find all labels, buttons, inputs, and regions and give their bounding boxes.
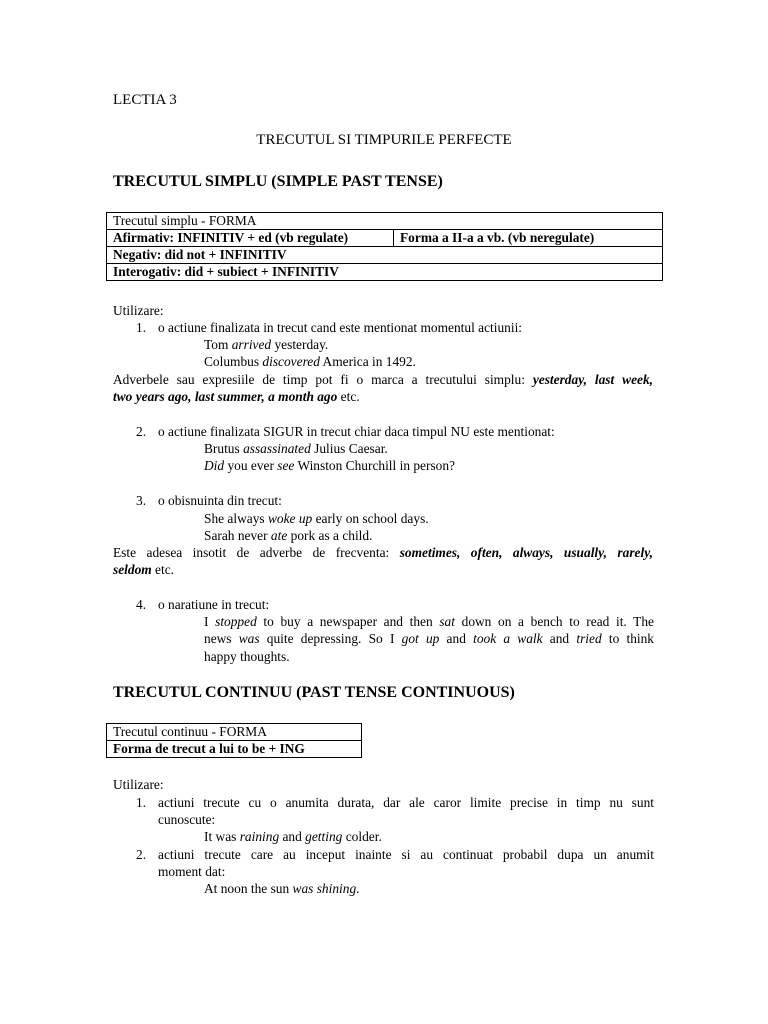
list-number: 1. <box>136 795 147 810</box>
section-heading-simple-past: TRECUTUL SIMPLU (SIMPLE PAST TENSE) <box>113 173 443 190</box>
list-item-text: o actiune finalizata SIGUR in trecut chiar daca timpul NU este mentionat: <box>158 424 555 439</box>
table-caption: Trecutul simplu - FORMA <box>107 213 663 230</box>
example-sentence: Did you ever see Winston Churchill in person? <box>204 458 456 473</box>
list-item-text: o naratiune in trecut: <box>158 597 270 612</box>
list-item-text: actiuni trecute care au inceput inainte si au continuat probabil dupa un anumit <box>158 847 654 862</box>
past-continuous-form-table <box>106 723 362 758</box>
main-title: TRECUTUL SI TIMPURILE PERFECTE <box>256 132 512 148</box>
list-number: 2. <box>136 847 147 862</box>
adverbe-paragraph-line: Adverbele sau expresiile de timp pot fi o marca a trecutului simplu: yesterday, last week, <box>113 372 653 387</box>
list-item-text: moment dat: <box>158 864 226 879</box>
simple-past-form-table <box>106 212 663 281</box>
list-number: 3. <box>136 493 147 508</box>
list-number: 1. <box>136 320 147 335</box>
example-sentence: Tom arrived yesterday. <box>204 337 329 352</box>
table-cell-afirmativ: Afirmativ: INFINITIV + ed (vb regulate) <box>107 230 394 247</box>
example-sentence: Brutus assassinated Julius Caesar. <box>204 441 388 456</box>
example-sentence: At noon the sun was shining. <box>204 881 360 896</box>
table-caption: Trecutul continuu - FORMA <box>107 724 362 741</box>
table-cell-negativ: Negativ: did not + INFINITIV <box>107 247 663 264</box>
section-heading-past-continuous: TRECUTUL CONTINUU (PAST TENSE CONTINUOUS) <box>113 684 515 701</box>
example-sentence: She always woke up early on school days. <box>204 511 429 526</box>
list-number: 4. <box>136 597 147 612</box>
narrative-line: news was quite depressing. So I got up and took a walk and tried to think <box>204 631 655 646</box>
narrative-line: I stopped to buy a newspaper and then sat down on a bench to read it. The <box>204 614 654 629</box>
list-item-text: o obisnuinta din trecut: <box>158 493 282 508</box>
table-cell-forma: Forma de trecut a lui to be + ING <box>107 741 362 758</box>
list-item-text: actiuni trecute cu o anumita durata, dar ale caror limite precise in timp nu sunt <box>158 795 654 810</box>
narrative-line: happy thoughts. <box>204 649 290 664</box>
list-item-text: o actiune finalizata in trecut cand este mentionat momentul actiunii: <box>158 320 523 335</box>
frecventa-paragraph-line: seldom etc. <box>113 562 174 577</box>
example-sentence: Columbus discovered America in 1492. <box>204 354 416 369</box>
table-cell-irregular: Forma a II-a a vb. (vb neregulate) <box>394 230 663 247</box>
utilizare-label: Utilizare: <box>113 303 164 318</box>
example-sentence: Sarah never ate pork as a child. <box>204 528 373 543</box>
list-item-text: cunoscute: <box>158 812 216 827</box>
lesson-label: LECTIA 3 <box>113 92 177 108</box>
frecventa-paragraph-line: Este adesea insotit de adverbe de frecventa: sometimes, often, always, usually, rarely, <box>113 545 653 560</box>
adverbe-paragraph-line: two years ago, last summer, a month ago etc. <box>113 389 360 404</box>
example-sentence: It was raining and getting colder. <box>204 829 382 844</box>
table-cell-interogativ: Interogativ: did + subiect + INFINITIV <box>107 264 663 281</box>
utilizare-label: Utilizare: <box>113 777 164 792</box>
list-number: 2. <box>136 424 147 439</box>
